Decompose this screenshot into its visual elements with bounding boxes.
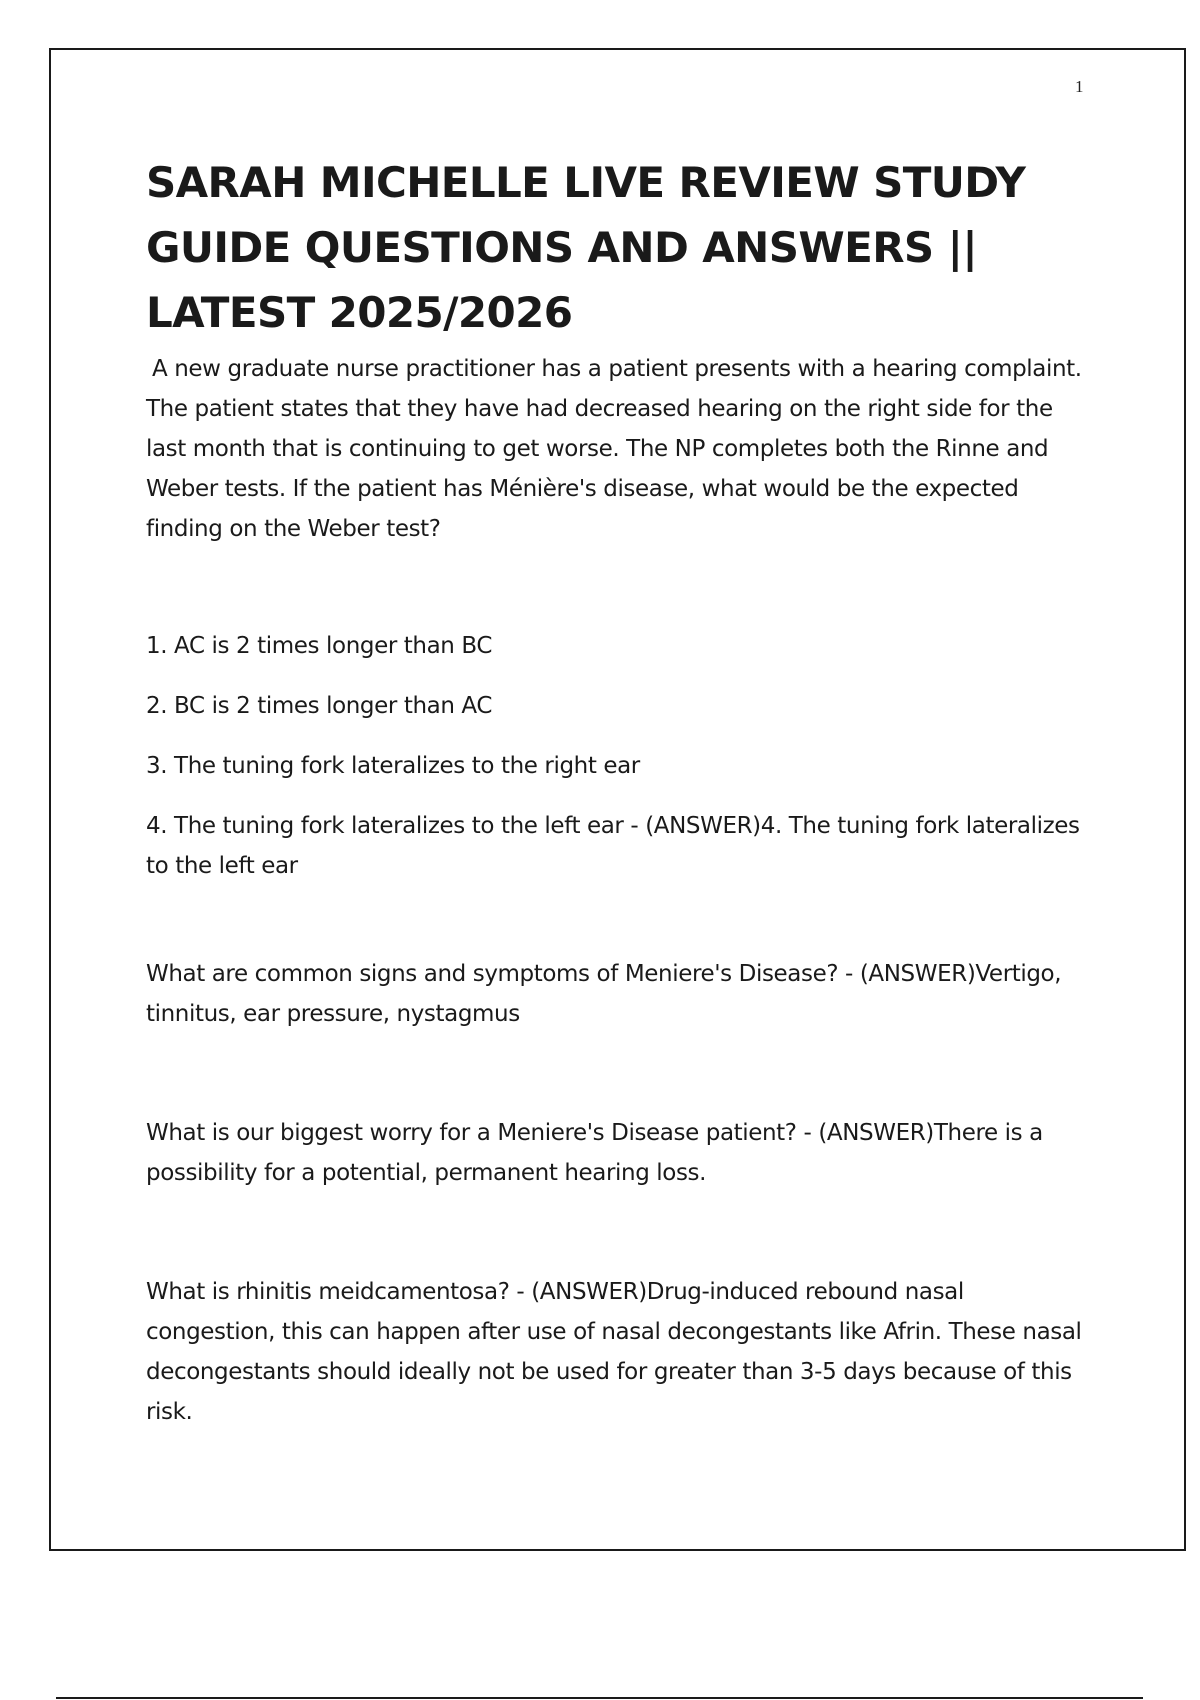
qa-signs-symptoms: What are common signs and symptoms of Meniere's Disease? - (ANSWER)Vertigo, tinnitus, ear pressure, nystagmus <box>146 961 1062 1027</box>
qa-rhinitis-medicamentosa: What is rhinitis meidcamentosa? - (ANSWER)Drug-induced rebound nasal congestion, this can happen after use of nasal decongestants like Afrin. These nasal decongestants should ideally not be used for greater than 3-5 days because of this risk. <box>146 1279 1082 1425</box>
answer-option-2: 2. BC is 2 times longer than AC <box>146 693 493 719</box>
answer-option-4: 4. The tuning fork lateralizes to the left ear - (ANSWER)4. The tuning fork lateralizes to the left ear <box>146 813 1080 879</box>
answer-option-3: 3. The tuning fork lateralizes to the right ear <box>146 753 640 779</box>
bottom-rule <box>56 1697 1143 1699</box>
qa-biggest-worry: What is our biggest worry for a Meniere's Disease patient? - (ANSWER)There is a possibility for a potential, permanent hearing loss. <box>146 1120 1043 1186</box>
page-number: 1 <box>1075 77 1084 96</box>
intro-question: A new graduate nurse practitioner has a patient presents with a hearing complaint. The patient states that they have had decreased hearing on the right side for the last month that is continuing to get worse. The NP completes both the Rinne and Weber tests. If the patient has Ménière's disease, what would be the expected finding on the Weber test? <box>146 356 1082 542</box>
document-title: SARAH MICHELLE LIVE REVIEW STUDY GUIDE QUESTIONS AND ANSWERS || LATEST 2025/2026 <box>146 158 1026 337</box>
document-content <box>146 150 1096 1432</box>
answer-option-1: 1. AC is 2 times longer than BC <box>146 633 493 659</box>
answer-options-list <box>146 626 1096 886</box>
